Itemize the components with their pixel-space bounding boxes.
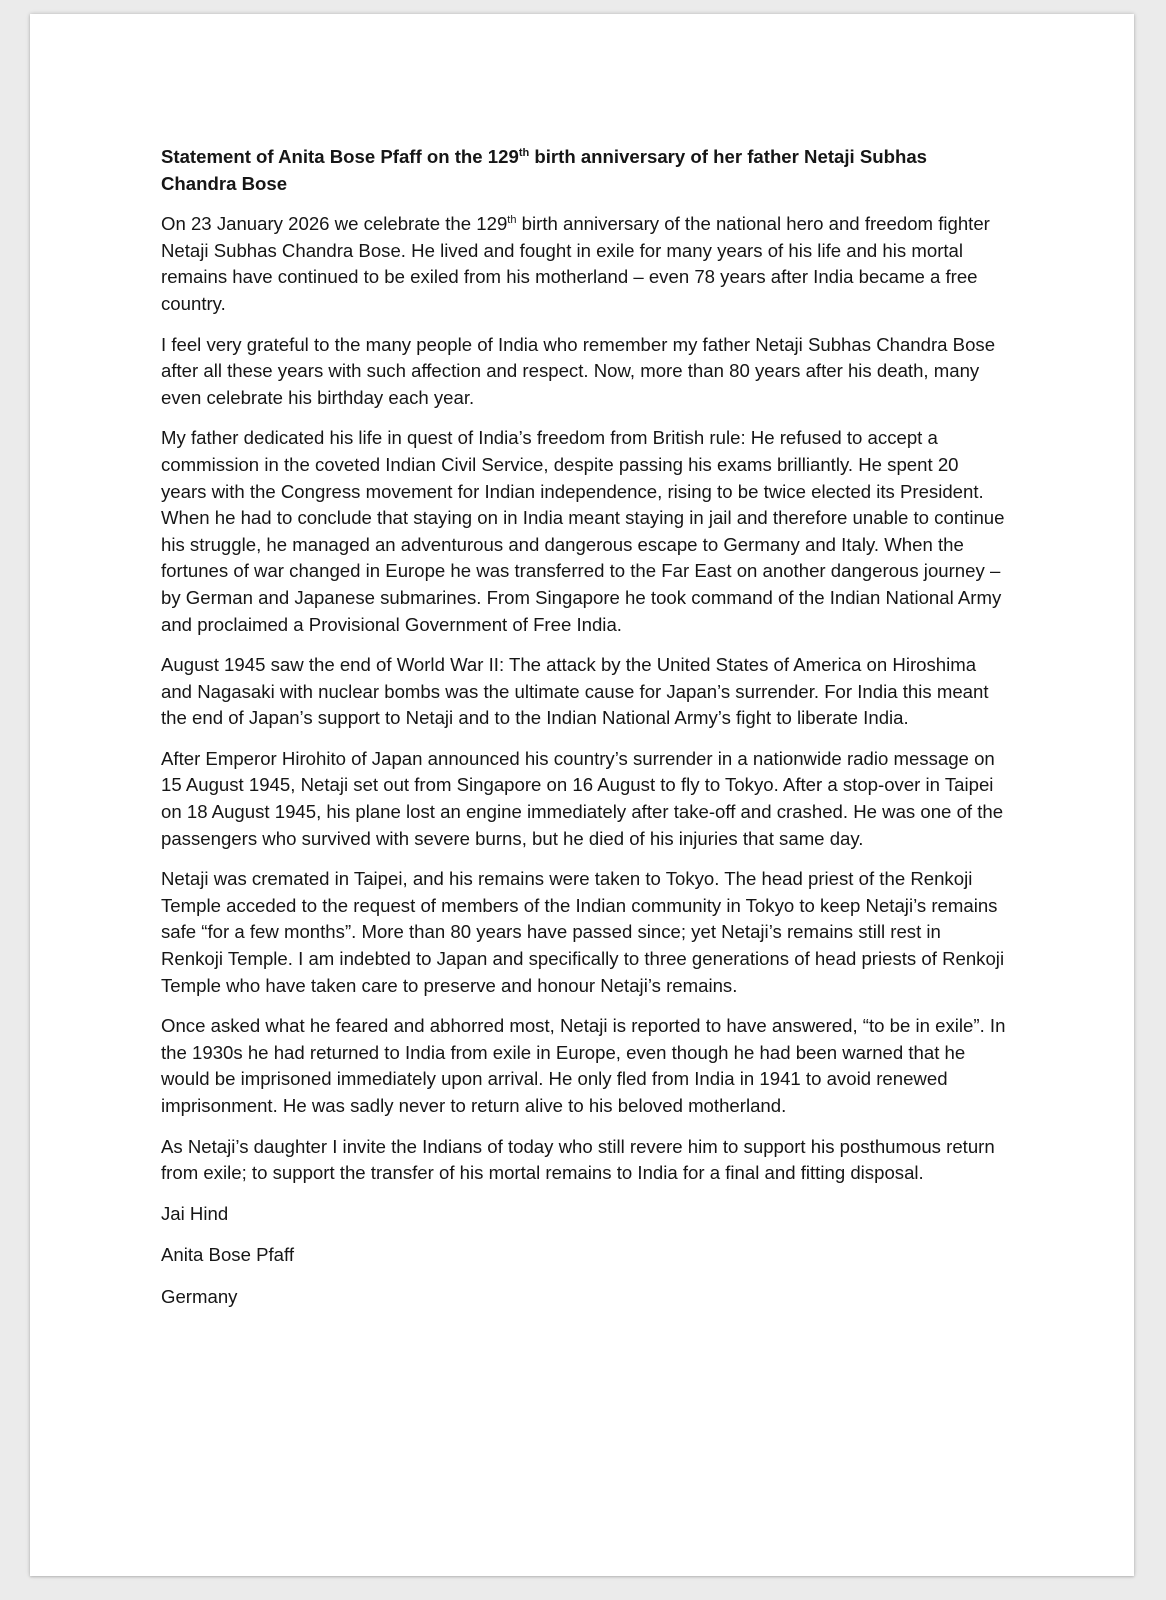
signature-country: Germany <box>161 1285 238 1307</box>
paragraph-intro: On 23 January 2026 we celebrate the 129th birth anniversary of the national hero and freedom fighter Netaji Subhas Chandra Bose. He lived and fought in exile for many years of his life and his mortal remains have continued to be exiled from his motherland – even 78 years after India became a free country. <box>161 213 990 314</box>
closing-salutation: Jai Hind <box>161 1202 229 1224</box>
paragraph-appeal: As Netaji’s daughter I invite the Indians of today who still revere him to support his posthumous return from exile; to support the transfer of his mortal remains to India for a final and fitting disposal. <box>161 1135 995 1184</box>
ordinal-suffix: th <box>507 214 517 226</box>
paragraph-exile: Once asked what he feared and abhorred most, Netaji is reported to have answered, “to be in exile”. In the 1930s he had returned to India from exile in Europe, even though he had been warned that he would be imprisoned immediately upon arrival. He only fled from India in 1941 to avoid renewed imprisonment. He was sadly never to return alive to his beloved motherland. <box>161 1015 1006 1116</box>
paragraph-renkoji-temple: Netaji was cremated in Taipei, and his remains were taken to Tokyo. The head priest of the Renkoji Temple acceded to the request of members of the Indian community in Tokyo to keep Netaji’s remains safe “for a few months”. More than 80 years have passed since; yet Netaji’s remains still rest in Renkoji Temple. I am indebted to Japan and specifically to three generations of head priests of Renkoji Temple who have taken care to preserve and honour Netaji’s remains. <box>161 868 1005 996</box>
document-title: Statement of Anita Bose Pfaff on the 129th birth anniversary of her father Netaji Subhas Chandra Bose <box>161 146 928 194</box>
paragraph-war-end: August 1945 saw the end of World War II: The attack by the United States of America on Hiroshima and Nagasaki with nuclear bombs was the ultimate cause for Japan’s surrender. For India this meant the end of Japan’s support to Netaji and to the Indian National Army’s fight to liberate India. <box>161 654 989 729</box>
signature-name: Anita Bose Pfaff <box>161 1244 294 1266</box>
ordinal-suffix: th <box>518 146 530 159</box>
paragraph-biography: My father dedicated his life in quest of India’s freedom from British rule: He refused to accept a commission in the coveted Indian Civil Service, despite passing his exams brilliantly. He spent 20 years with the Congress movement for Indian independence, rising to be twice elected its President. When he had to conclude that staying on in India meant staying in jail and therefore unable to continue his struggle, he managed an adventurous and dangerous escape to Germany and Italy. When the fortunes of war changed in Europe he was transferred to the Far East on another dangerous journey – by German and Japanese submarines. From Singapore he took command of the Indian National Army and proclaimed a Provisional Government of Free India. <box>161 427 1005 635</box>
document-page <box>30 14 1134 1576</box>
paragraph-gratitude: I feel very grateful to the many people of India who remember my father Netaji Subhas Chandra Bose after all these years with such affection and respect. Now, more than 80 years after his death, many even celebrate his birthday each year. <box>161 333 996 408</box>
paragraph-plane-crash: After Emperor Hirohito of Japan announced his country’s surrender in a nationwide radio message on 15 August 1945, Netaji set out from Singapore on 16 August to fly to Tokyo. After a stop-over in Taipei on 18 August 1945, his plane lost an engine immediately after take-off and crashed. He was one of the passengers who survived with severe burns, but he died of his injuries that same day. <box>161 747 1004 849</box>
